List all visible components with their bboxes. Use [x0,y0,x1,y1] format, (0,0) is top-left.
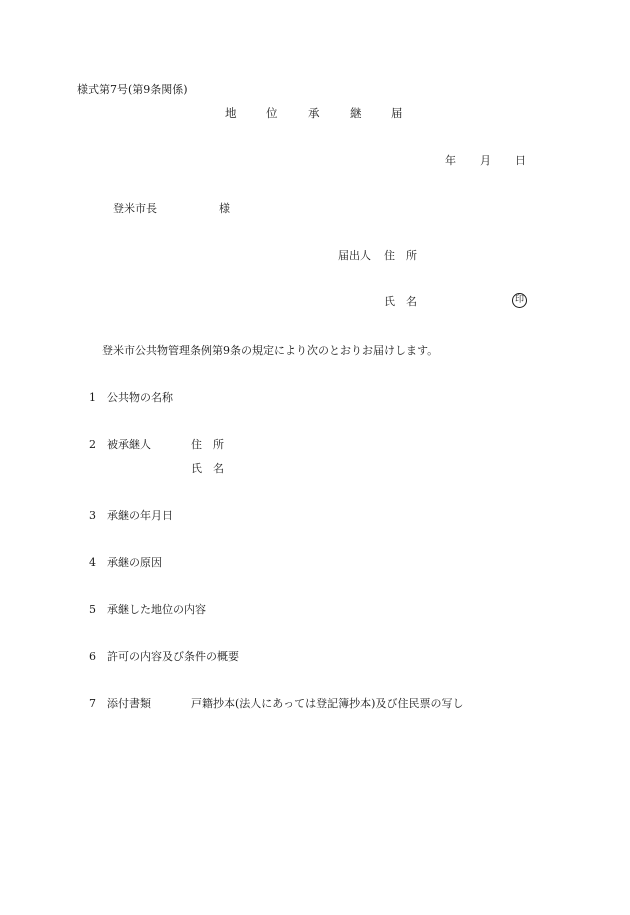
item-number: 7 [89,697,96,710]
item-number: 2 [89,438,96,451]
addressee-name: 登米市長 [113,202,157,215]
item-number: 5 [89,603,96,616]
applicant-address-label: 住 所 [384,249,417,262]
date-year: 年 [445,154,456,167]
item-number: 4 [89,556,96,569]
title-char: 届 [391,106,403,120]
title-char: 位 [266,106,278,120]
addressee-honorific: 様 [219,202,230,215]
statement-text: 登米市公共物管理条例第9条の規定により次のとおりお届けします。 [102,344,439,357]
title-char: 承 [308,106,320,120]
item-label: 公共物の名称 [107,391,173,404]
applicant-name-label: 氏 名 [384,295,417,308]
attachment-detail: 戸籍抄本(法人にあっては登記簿抄本)及び住民票の写し [191,697,464,710]
predecessor-address-label: 住 所 [191,438,224,451]
applicant-label: 届出人 [338,249,371,262]
seal-mark: 印 [512,293,527,308]
predecessor-name-label: 氏 名 [191,462,224,475]
item-label: 添付書類 [107,697,151,710]
item-label: 被承継人 [107,438,151,451]
item-label: 承継の原因 [107,556,162,569]
item-label: 承継した地位の内容 [107,603,206,616]
item-label: 承継の年月日 [107,509,173,522]
item-number: 1 [89,391,96,404]
date-month: 月 [480,154,491,167]
item-number: 3 [89,509,96,522]
form-number: 様式第7号(第9条関係) [77,83,188,96]
title-char: 継 [350,106,362,120]
item-number: 6 [89,650,96,663]
title-char: 地 [225,106,237,120]
item-label: 許可の内容及び条件の概要 [107,650,239,663]
date-day: 日 [515,154,526,167]
